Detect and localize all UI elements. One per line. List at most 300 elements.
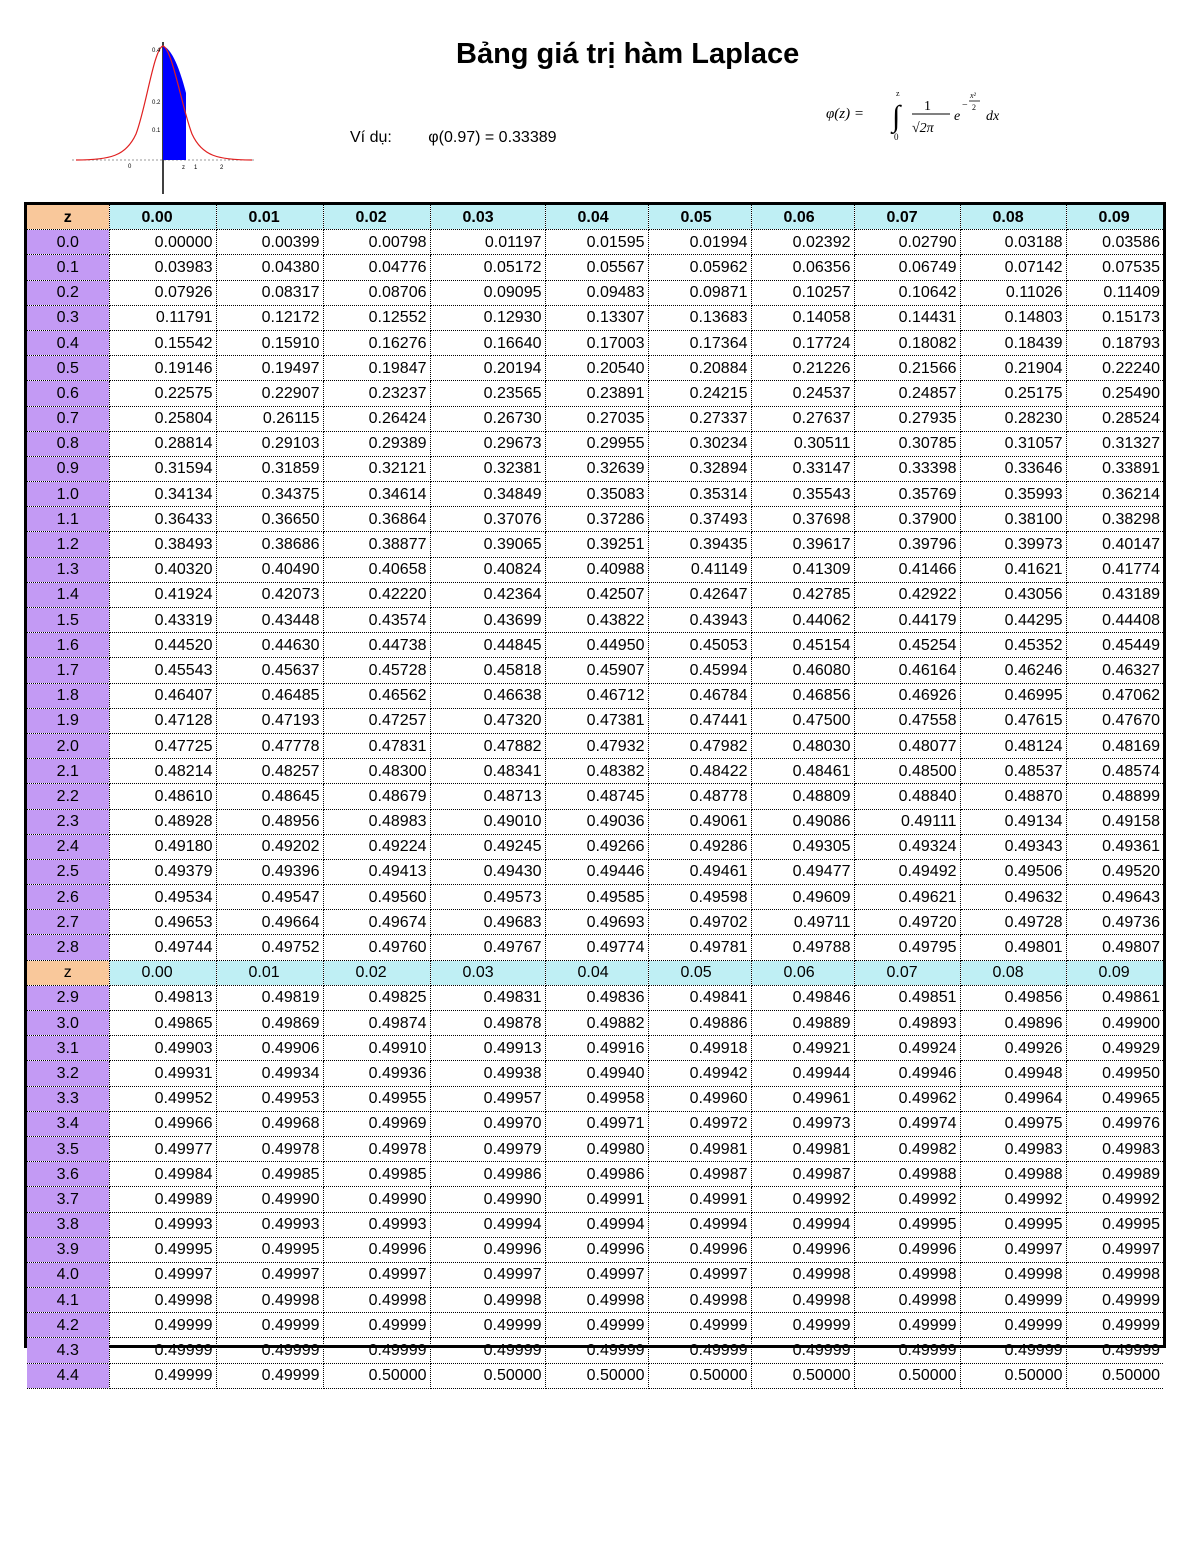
value-cell: 0.49955 bbox=[323, 1086, 430, 1111]
value-cell: 0.39435 bbox=[648, 532, 751, 557]
value-cell: 0.16640 bbox=[430, 330, 545, 355]
value-cell: 0.49674 bbox=[323, 910, 430, 935]
table-row bbox=[27, 330, 1163, 355]
value-cell: 0.48574 bbox=[1066, 759, 1163, 784]
table-row bbox=[27, 1262, 1163, 1287]
value-cell: 0.50000 bbox=[648, 1363, 751, 1388]
value-cell: 0.49996 bbox=[854, 1237, 960, 1262]
formula-base: e bbox=[954, 109, 961, 124]
value-cell: 0.50000 bbox=[323, 1363, 430, 1388]
value-cell: 0.04776 bbox=[323, 255, 430, 280]
value-cell: 0.40490 bbox=[216, 557, 323, 582]
value-cell: 0.09483 bbox=[545, 280, 648, 305]
example-expression: φ(0.97) = 0.33389 bbox=[428, 129, 557, 146]
value-cell: 0.10257 bbox=[751, 280, 854, 305]
table-row bbox=[27, 381, 1163, 406]
column-header: 0.00 bbox=[109, 205, 216, 230]
value-cell: 0.49957 bbox=[430, 1086, 545, 1111]
value-cell: 0.36433 bbox=[109, 507, 216, 532]
table-row bbox=[27, 1036, 1163, 1061]
value-cell: 0.00399 bbox=[216, 230, 323, 255]
value-cell: 0.32121 bbox=[323, 456, 430, 481]
value-cell: 0.49036 bbox=[545, 809, 648, 834]
table-row bbox=[27, 507, 1163, 532]
z-value-cell: 2.8 bbox=[27, 935, 109, 960]
value-cell: 0.15542 bbox=[109, 330, 216, 355]
value-cell: 0.48983 bbox=[323, 809, 430, 834]
value-cell: 0.07535 bbox=[1066, 255, 1163, 280]
value-cell: 0.30234 bbox=[648, 431, 751, 456]
value-cell: 0.47257 bbox=[323, 708, 430, 733]
value-cell: 0.39973 bbox=[960, 532, 1066, 557]
value-cell: 0.02392 bbox=[751, 230, 854, 255]
value-cell: 0.33398 bbox=[854, 456, 960, 481]
value-cell: 0.25175 bbox=[960, 381, 1066, 406]
value-cell: 0.24537 bbox=[751, 381, 854, 406]
value-cell: 0.48300 bbox=[323, 759, 430, 784]
value-cell: 0.48214 bbox=[109, 759, 216, 784]
value-cell: 0.49643 bbox=[1066, 885, 1163, 910]
laplace-formula bbox=[826, 88, 1046, 148]
formula-denominator: √2π bbox=[912, 121, 934, 136]
value-cell: 0.09095 bbox=[430, 280, 545, 305]
z-value-cell: 2.7 bbox=[27, 910, 109, 935]
value-cell: 0.48956 bbox=[216, 809, 323, 834]
column-header: 0.01 bbox=[216, 960, 323, 985]
value-cell: 0.48899 bbox=[1066, 784, 1163, 809]
value-cell: 0.49807 bbox=[1066, 935, 1163, 960]
value-cell: 0.11791 bbox=[109, 305, 216, 330]
value-cell: 0.49998 bbox=[216, 1288, 323, 1313]
table-row bbox=[27, 759, 1163, 784]
value-cell: 0.21226 bbox=[751, 356, 854, 381]
value-cell: 0.49931 bbox=[109, 1061, 216, 1086]
value-cell: 0.49998 bbox=[960, 1262, 1066, 1287]
value-cell: 0.49916 bbox=[545, 1036, 648, 1061]
value-cell: 0.49999 bbox=[109, 1313, 216, 1338]
value-cell: 0.49997 bbox=[323, 1262, 430, 1287]
value-cell: 0.36214 bbox=[1066, 482, 1163, 507]
value-cell: 0.49999 bbox=[648, 1338, 751, 1363]
value-cell: 0.49999 bbox=[109, 1338, 216, 1363]
table-row bbox=[27, 1111, 1163, 1136]
value-cell: 0.49999 bbox=[216, 1338, 323, 1363]
value-cell: 0.49874 bbox=[323, 1011, 430, 1036]
tick-label: 1 bbox=[194, 165, 198, 171]
value-cell: 0.46784 bbox=[648, 683, 751, 708]
table-row bbox=[27, 1086, 1163, 1111]
value-cell: 0.05567 bbox=[545, 255, 648, 280]
value-cell: 0.43699 bbox=[430, 608, 545, 633]
value-cell: 0.27637 bbox=[751, 406, 854, 431]
value-cell: 0.49664 bbox=[216, 910, 323, 935]
value-cell: 0.49693 bbox=[545, 910, 648, 935]
value-cell: 0.49430 bbox=[430, 859, 545, 884]
value-cell: 0.48713 bbox=[430, 784, 545, 809]
value-cell: 0.49952 bbox=[109, 1086, 216, 1111]
value-cell: 0.24215 bbox=[648, 381, 751, 406]
value-cell: 0.33646 bbox=[960, 456, 1066, 481]
value-cell: 0.42922 bbox=[854, 582, 960, 607]
value-cell: 0.49950 bbox=[1066, 1061, 1163, 1086]
value-cell: 0.12930 bbox=[430, 305, 545, 330]
value-cell: 0.49995 bbox=[1066, 1212, 1163, 1237]
column-header: 0.03 bbox=[430, 205, 545, 230]
z-value-cell: 1.1 bbox=[27, 507, 109, 532]
z-value-cell: 1.5 bbox=[27, 608, 109, 633]
value-cell: 0.49999 bbox=[751, 1338, 854, 1363]
value-cell: 0.49061 bbox=[648, 809, 751, 834]
column-header: 0.06 bbox=[751, 960, 854, 985]
value-cell: 0.19847 bbox=[323, 356, 430, 381]
example-label: Ví dụ: bbox=[350, 129, 392, 146]
formula-exp-minus: − bbox=[962, 100, 968, 111]
value-cell: 0.22240 bbox=[1066, 356, 1163, 381]
value-cell: 0.42220 bbox=[323, 582, 430, 607]
table-row bbox=[27, 608, 1163, 633]
value-cell: 0.49653 bbox=[109, 910, 216, 935]
value-cell: 0.47558 bbox=[854, 708, 960, 733]
z-value-cell: 2.9 bbox=[27, 985, 109, 1010]
value-cell: 0.50000 bbox=[960, 1363, 1066, 1388]
value-cell: 0.43574 bbox=[323, 608, 430, 633]
value-cell: 0.49906 bbox=[216, 1036, 323, 1061]
value-cell: 0.48870 bbox=[960, 784, 1066, 809]
value-cell: 0.49934 bbox=[216, 1061, 323, 1086]
value-cell: 0.49520 bbox=[1066, 859, 1163, 884]
value-cell: 0.49983 bbox=[960, 1136, 1066, 1161]
z-value-cell: 3.0 bbox=[27, 1011, 109, 1036]
value-cell: 0.49998 bbox=[854, 1262, 960, 1287]
value-cell: 0.00798 bbox=[323, 230, 430, 255]
value-cell: 0.49413 bbox=[323, 859, 430, 884]
value-cell: 0.49993 bbox=[109, 1212, 216, 1237]
value-cell: 0.22575 bbox=[109, 381, 216, 406]
value-cell: 0.38877 bbox=[323, 532, 430, 557]
z-value-cell: 4.0 bbox=[27, 1262, 109, 1287]
tick-label: z bbox=[182, 165, 185, 171]
z-value-cell: 0.0 bbox=[27, 230, 109, 255]
value-cell: 0.49446 bbox=[545, 859, 648, 884]
value-cell: 0.48422 bbox=[648, 759, 751, 784]
value-cell: 0.49477 bbox=[751, 859, 854, 884]
value-cell: 0.49774 bbox=[545, 935, 648, 960]
value-cell: 0.49987 bbox=[751, 1162, 854, 1187]
value-cell: 0.49938 bbox=[430, 1061, 545, 1086]
table-row bbox=[27, 859, 1163, 884]
value-cell: 0.30511 bbox=[751, 431, 854, 456]
value-cell: 0.49986 bbox=[430, 1162, 545, 1187]
value-cell: 0.49973 bbox=[751, 1111, 854, 1136]
column-header: 0.05 bbox=[648, 205, 751, 230]
value-cell: 0.28524 bbox=[1066, 406, 1163, 431]
value-cell: 0.44630 bbox=[216, 633, 323, 658]
formula-lhs: φ(z) = bbox=[826, 106, 864, 122]
value-cell: 0.49999 bbox=[648, 1313, 751, 1338]
value-cell: 0.49245 bbox=[430, 834, 545, 859]
value-cell: 0.49744 bbox=[109, 935, 216, 960]
tick-label: 0 bbox=[128, 164, 132, 170]
value-cell: 0.49889 bbox=[751, 1011, 854, 1036]
value-cell: 0.33147 bbox=[751, 456, 854, 481]
value-cell: 0.49998 bbox=[854, 1288, 960, 1313]
value-cell: 0.48537 bbox=[960, 759, 1066, 784]
value-cell: 0.05962 bbox=[648, 255, 751, 280]
value-cell: 0.14431 bbox=[854, 305, 960, 330]
column-header: 0.09 bbox=[1066, 205, 1163, 230]
z-value-cell: 0.4 bbox=[27, 330, 109, 355]
value-cell: 0.49999 bbox=[1066, 1288, 1163, 1313]
value-cell: 0.27935 bbox=[854, 406, 960, 431]
value-cell: 0.49534 bbox=[109, 885, 216, 910]
value-cell: 0.35314 bbox=[648, 482, 751, 507]
value-cell: 0.08317 bbox=[216, 280, 323, 305]
z-value-cell: 4.1 bbox=[27, 1288, 109, 1313]
value-cell: 0.03188 bbox=[960, 230, 1066, 255]
column-header: 0.02 bbox=[323, 960, 430, 985]
value-cell: 0.49801 bbox=[960, 935, 1066, 960]
value-cell: 0.49974 bbox=[854, 1111, 960, 1136]
value-cell: 0.02790 bbox=[854, 230, 960, 255]
z-value-cell: 3.6 bbox=[27, 1162, 109, 1187]
value-cell: 0.49900 bbox=[1066, 1011, 1163, 1036]
value-cell: 0.15910 bbox=[216, 330, 323, 355]
value-cell: 0.44179 bbox=[854, 608, 960, 633]
value-cell: 0.10642 bbox=[854, 280, 960, 305]
table-row bbox=[27, 910, 1163, 935]
value-cell: 0.49825 bbox=[323, 985, 430, 1010]
value-cell: 0.49997 bbox=[109, 1262, 216, 1287]
value-cell: 0.49994 bbox=[751, 1212, 854, 1237]
value-cell: 0.49702 bbox=[648, 910, 751, 935]
value-cell: 0.49981 bbox=[751, 1136, 854, 1161]
value-cell: 0.42364 bbox=[430, 582, 545, 607]
value-cell: 0.49506 bbox=[960, 859, 1066, 884]
value-cell: 0.38100 bbox=[960, 507, 1066, 532]
value-cell: 0.40147 bbox=[1066, 532, 1163, 557]
value-cell: 0.45818 bbox=[430, 658, 545, 683]
z-value-cell: 1.7 bbox=[27, 658, 109, 683]
z-value-cell: 1.8 bbox=[27, 683, 109, 708]
value-cell: 0.18082 bbox=[854, 330, 960, 355]
value-cell: 0.47932 bbox=[545, 733, 648, 758]
value-cell: 0.49585 bbox=[545, 885, 648, 910]
value-cell: 0.49856 bbox=[960, 985, 1066, 1010]
value-cell: 0.47381 bbox=[545, 708, 648, 733]
value-cell: 0.23237 bbox=[323, 381, 430, 406]
value-cell: 0.42507 bbox=[545, 582, 648, 607]
value-cell: 0.21904 bbox=[960, 356, 1066, 381]
value-cell: 0.49760 bbox=[323, 935, 430, 960]
column-header: 0.04 bbox=[545, 205, 648, 230]
z-value-cell: 0.9 bbox=[27, 456, 109, 481]
value-cell: 0.49996 bbox=[323, 1237, 430, 1262]
value-cell: 0.49573 bbox=[430, 885, 545, 910]
z-value-cell: 3.3 bbox=[27, 1086, 109, 1111]
value-cell: 0.29389 bbox=[323, 431, 430, 456]
formula-numerator: 1 bbox=[924, 99, 931, 114]
column-header: 0.07 bbox=[854, 960, 960, 985]
value-cell: 0.46080 bbox=[751, 658, 854, 683]
table-row bbox=[27, 935, 1163, 960]
value-cell: 0.49990 bbox=[323, 1187, 430, 1212]
value-cell: 0.49997 bbox=[545, 1262, 648, 1287]
value-cell: 0.49936 bbox=[323, 1061, 430, 1086]
table-row bbox=[27, 305, 1163, 330]
z-value-cell: 1.3 bbox=[27, 557, 109, 582]
value-cell: 0.44950 bbox=[545, 633, 648, 658]
value-cell: 0.49996 bbox=[545, 1237, 648, 1262]
value-cell: 0.49993 bbox=[323, 1212, 430, 1237]
value-cell: 0.49975 bbox=[960, 1111, 1066, 1136]
value-cell: 0.49999 bbox=[854, 1338, 960, 1363]
value-cell: 0.17364 bbox=[648, 330, 751, 355]
value-cell: 0.49918 bbox=[648, 1036, 751, 1061]
value-cell: 0.49988 bbox=[960, 1162, 1066, 1187]
value-cell: 0.09871 bbox=[648, 280, 751, 305]
value-cell: 0.49972 bbox=[648, 1111, 751, 1136]
value-cell: 0.49224 bbox=[323, 834, 430, 859]
value-cell: 0.49324 bbox=[854, 834, 960, 859]
value-cell: 0.49985 bbox=[323, 1162, 430, 1187]
value-cell: 0.26424 bbox=[323, 406, 430, 431]
z-value-cell: 1.6 bbox=[27, 633, 109, 658]
z-value-cell: 1.0 bbox=[27, 482, 109, 507]
value-cell: 0.45994 bbox=[648, 658, 751, 683]
value-cell: 0.24857 bbox=[854, 381, 960, 406]
value-cell: 0.49970 bbox=[430, 1111, 545, 1136]
value-cell: 0.35543 bbox=[751, 482, 854, 507]
value-cell: 0.34614 bbox=[323, 482, 430, 507]
table-row bbox=[27, 532, 1163, 557]
value-cell: 0.49998 bbox=[323, 1288, 430, 1313]
column-header: 0.02 bbox=[323, 205, 430, 230]
value-cell: 0.46246 bbox=[960, 658, 1066, 683]
value-cell: 0.47615 bbox=[960, 708, 1066, 733]
value-cell: 0.45543 bbox=[109, 658, 216, 683]
value-cell: 0.49461 bbox=[648, 859, 751, 884]
value-cell: 0.20194 bbox=[430, 356, 545, 381]
value-cell: 0.50000 bbox=[1066, 1363, 1163, 1388]
z-value-cell: 2.5 bbox=[27, 859, 109, 884]
z-value-cell: 3.2 bbox=[27, 1061, 109, 1086]
value-cell: 0.39065 bbox=[430, 532, 545, 557]
value-cell: 0.49813 bbox=[109, 985, 216, 1010]
table-row bbox=[27, 658, 1163, 683]
value-cell: 0.29673 bbox=[430, 431, 545, 456]
z-value-cell: 3.8 bbox=[27, 1212, 109, 1237]
value-cell: 0.49492 bbox=[854, 859, 960, 884]
z-value-cell: 0.1 bbox=[27, 255, 109, 280]
z-value-cell: 2.2 bbox=[27, 784, 109, 809]
value-cell: 0.32639 bbox=[545, 456, 648, 481]
value-cell: 0.49998 bbox=[1066, 1262, 1163, 1287]
table-row bbox=[27, 431, 1163, 456]
value-cell: 0.32894 bbox=[648, 456, 751, 481]
value-cell: 0.49999 bbox=[751, 1313, 854, 1338]
z-value-cell: 4.3 bbox=[27, 1338, 109, 1363]
value-cell: 0.39251 bbox=[545, 532, 648, 557]
value-cell: 0.49999 bbox=[216, 1363, 323, 1388]
value-cell: 0.49621 bbox=[854, 885, 960, 910]
value-cell: 0.27337 bbox=[648, 406, 751, 431]
value-cell: 0.49929 bbox=[1066, 1036, 1163, 1061]
table-row bbox=[27, 356, 1163, 381]
value-cell: 0.49999 bbox=[1066, 1338, 1163, 1363]
value-cell: 0.49991 bbox=[648, 1187, 751, 1212]
value-cell: 0.29955 bbox=[545, 431, 648, 456]
table-row bbox=[27, 1162, 1163, 1187]
value-cell: 0.01595 bbox=[545, 230, 648, 255]
table-row bbox=[27, 1187, 1163, 1212]
value-cell: 0.04380 bbox=[216, 255, 323, 280]
value-cell: 0.49976 bbox=[1066, 1111, 1163, 1136]
value-cell: 0.49910 bbox=[323, 1036, 430, 1061]
value-cell: 0.38493 bbox=[109, 532, 216, 557]
value-cell: 0.49767 bbox=[430, 935, 545, 960]
value-cell: 0.46164 bbox=[854, 658, 960, 683]
table-row bbox=[27, 683, 1163, 708]
value-cell: 0.03586 bbox=[1066, 230, 1163, 255]
value-cell: 0.36864 bbox=[323, 507, 430, 532]
value-cell: 0.37900 bbox=[854, 507, 960, 532]
table-row bbox=[27, 985, 1163, 1010]
value-cell: 0.49981 bbox=[648, 1136, 751, 1161]
value-cell: 0.49851 bbox=[854, 985, 960, 1010]
value-cell: 0.49946 bbox=[854, 1061, 960, 1086]
value-cell: 0.49720 bbox=[854, 910, 960, 935]
column-header: 0.08 bbox=[960, 205, 1066, 230]
value-cell: 0.49999 bbox=[430, 1338, 545, 1363]
value-cell: 0.47778 bbox=[216, 733, 323, 758]
value-cell: 0.07142 bbox=[960, 255, 1066, 280]
value-cell: 0.49736 bbox=[1066, 910, 1163, 935]
value-cell: 0.26115 bbox=[216, 406, 323, 431]
value-cell: 0.48030 bbox=[751, 733, 854, 758]
value-cell: 0.42073 bbox=[216, 582, 323, 607]
value-cell: 0.40320 bbox=[109, 557, 216, 582]
value-cell: 0.49994 bbox=[648, 1212, 751, 1237]
value-cell: 0.47831 bbox=[323, 733, 430, 758]
z-value-cell: 4.4 bbox=[27, 1363, 109, 1388]
column-header: 0.03 bbox=[430, 960, 545, 985]
value-cell: 0.42785 bbox=[751, 582, 854, 607]
z-value-cell: 2.0 bbox=[27, 733, 109, 758]
value-cell: 0.47500 bbox=[751, 708, 854, 733]
value-cell: 0.49752 bbox=[216, 935, 323, 960]
value-cell: 0.49992 bbox=[960, 1187, 1066, 1212]
value-cell: 0.49942 bbox=[648, 1061, 751, 1086]
normal-curve-figure bbox=[70, 38, 260, 198]
value-cell: 0.49953 bbox=[216, 1086, 323, 1111]
z-value-cell: 0.2 bbox=[27, 280, 109, 305]
value-cell: 0.47670 bbox=[1066, 708, 1163, 733]
value-cell: 0.40824 bbox=[430, 557, 545, 582]
value-cell: 0.19146 bbox=[109, 356, 216, 381]
value-cell: 0.35083 bbox=[545, 482, 648, 507]
value-cell: 0.48169 bbox=[1066, 733, 1163, 758]
value-cell: 0.49964 bbox=[960, 1086, 1066, 1111]
table-row bbox=[27, 633, 1163, 658]
value-cell: 0.45637 bbox=[216, 658, 323, 683]
header-row bbox=[27, 205, 1163, 230]
value-cell: 0.49819 bbox=[216, 985, 323, 1010]
value-cell: 0.49921 bbox=[751, 1036, 854, 1061]
value-cell: 0.48257 bbox=[216, 759, 323, 784]
value-cell: 0.33891 bbox=[1066, 456, 1163, 481]
formula-exp-num: x² bbox=[970, 91, 976, 100]
value-cell: 0.49995 bbox=[109, 1237, 216, 1262]
